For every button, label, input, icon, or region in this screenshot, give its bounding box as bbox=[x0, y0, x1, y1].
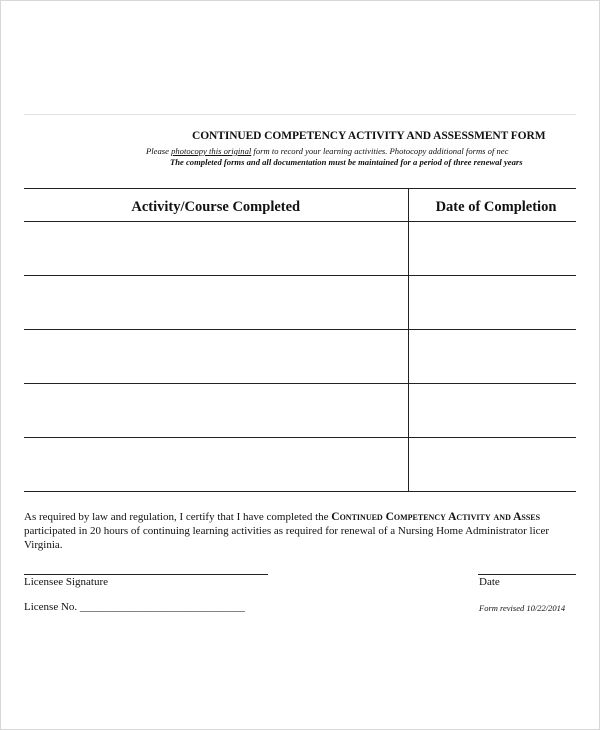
activity-table bbox=[24, 188, 576, 492]
table-row bbox=[24, 384, 576, 438]
license-number-field[interactable]: ______________________________ bbox=[79, 601, 245, 613]
date-cell[interactable] bbox=[408, 438, 576, 492]
form-revised-label: Form revised 10/22/2014 bbox=[479, 603, 566, 613]
instruction-line-2: The completed forms and all documentation must be maintained for a period of three renewal years bbox=[170, 157, 523, 167]
activity-cell[interactable] bbox=[24, 330, 408, 384]
certification-line-2: participated in 20 hours of continuing learning activities as required for renewal of a Nursing Home Administrator licer bbox=[24, 525, 550, 537]
licensee-signature-label: Licensee Signature bbox=[24, 576, 108, 588]
certification-statement bbox=[24, 510, 576, 552]
table-row bbox=[24, 222, 576, 276]
licensee-signature-line[interactable] bbox=[24, 574, 268, 575]
date-label: Date bbox=[479, 576, 500, 588]
certification-text: As required by law and regulation, I certify that I have completed the bbox=[24, 511, 332, 523]
date-line[interactable] bbox=[478, 574, 576, 575]
date-cell[interactable] bbox=[408, 330, 576, 384]
instruction-suffix: form to record your learning activities. Photocopy additional forms of nec bbox=[251, 146, 509, 156]
date-cell[interactable] bbox=[408, 276, 576, 330]
license-number-row bbox=[24, 601, 245, 613]
instruction-line-1 bbox=[146, 146, 508, 156]
activity-cell[interactable] bbox=[24, 222, 408, 276]
license-number-label: License No. bbox=[24, 601, 80, 613]
header-date-of-completion: Date of Completion bbox=[408, 189, 576, 222]
table-row bbox=[24, 276, 576, 330]
activity-cell[interactable] bbox=[24, 438, 408, 492]
certification-line-3: Virginia. bbox=[24, 539, 63, 551]
form-title: CONTINUED COMPETENCY ACTIVITY AND ASSESSMENT FORM bbox=[192, 130, 546, 142]
activity-cell[interactable] bbox=[24, 276, 408, 330]
instruction-prefix: Please bbox=[146, 146, 172, 156]
table-row bbox=[24, 330, 576, 384]
header-activity-course: Activity/Course Completed bbox=[24, 189, 408, 222]
date-cell[interactable] bbox=[408, 384, 576, 438]
table-header-row bbox=[24, 189, 576, 222]
activity-cell[interactable] bbox=[24, 384, 408, 438]
top-divider bbox=[24, 114, 576, 115]
table-row bbox=[24, 438, 576, 492]
certification-line-1 bbox=[24, 510, 576, 524]
instruction-photocopy-emphasis: photocopy this original bbox=[171, 146, 252, 156]
date-cell[interactable] bbox=[408, 222, 576, 276]
certification-form-name: Continued Competency Activity and Asses bbox=[331, 511, 541, 523]
